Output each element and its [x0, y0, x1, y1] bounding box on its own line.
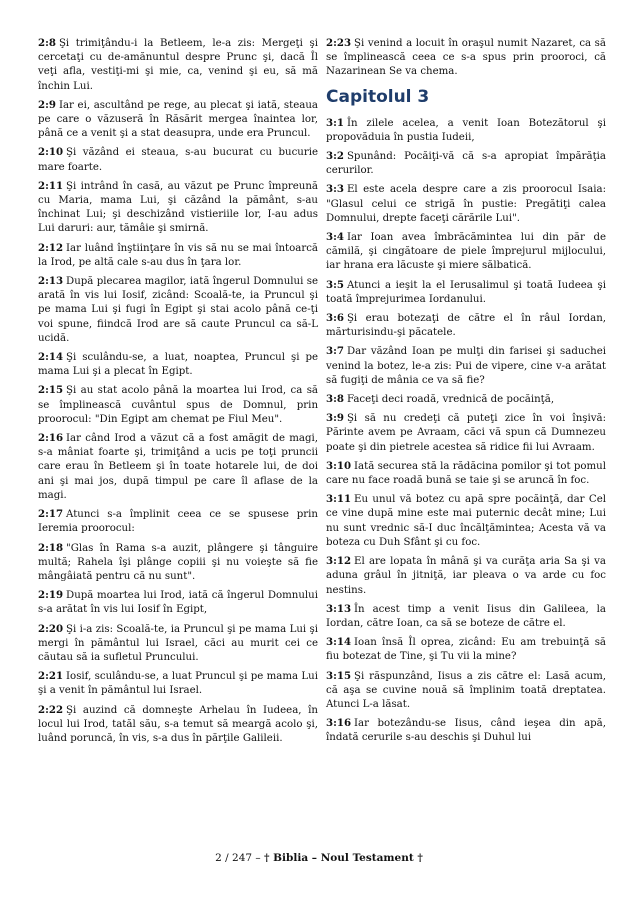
verse-text: După moartea lui Irod, iată că îngerul Domnului s-a arătat în vis lui Iosif în Egipt, — [38, 590, 318, 616]
verse — [38, 98, 318, 142]
verse-text: Şi răspunzând, Iisus a zis către el: Lasă acum, că aşa se cuvine nouă să împlinim toată dreptatea. Atunci L-a lăsat. — [326, 670, 606, 710]
verse-reference: 2:21 — [38, 670, 64, 683]
verse-reference: 2:9 — [38, 98, 56, 111]
verse — [38, 669, 318, 698]
verse-text: Iar ei, ascultând pe rege, au plecat şi iată, steaua pe care o văzuseră în Răsărit mergea înaintea lor, până ce a venit şi a stat deasupra, unde era Pruncul. — [38, 99, 318, 140]
verse-text: Şi trimiţându-i la Betleem, le-a zis: Mergeţi şi cercetaţi cu de-amănuntul despre Prunc şi, dacă Îl veţi afla, vestiţi-mi şi mie, ca, venind şi eu, să mă închin Lui. — [38, 38, 318, 92]
verse-reference: 3:7 — [326, 345, 344, 358]
verse — [38, 36, 318, 94]
verse-text: Faceţi deci roadă, vrednică de pocăinţă, — [346, 394, 555, 406]
verse-text: Şi intrând în casă, au văzut pe Prunc împreună cu Maria, mama Lui, şi căzând la pământ, s-au închinat Lui; şi deschizând vistieriile lor, I-au adus Lui daruri: aur, tămâie şi smirnă. — [38, 180, 318, 235]
verse-text: Şi văzând ei steaua, s-au bucurat cu bucurie mare foarte. — [38, 147, 318, 173]
verse — [326, 116, 606, 145]
verse-reference: 3:15 — [326, 669, 352, 682]
verse-text: Atunci a ieşit la el Ierusalimul şi toată Iudeea şi toată împrejurimea Iordanului. — [326, 279, 606, 305]
verse-reference: 2:23 — [326, 37, 352, 49]
verse-reference: 2:18 — [38, 541, 64, 554]
verse-text: După plecarea magilor, iată îngerul Domnului se arată în vis lui Iosif, zicând: Scoală-te, ia Pruncul şi pe mama Lui şi fugi în Egipt şi stai acolo până ce-ţi voi spune, fiindcă Irod are să caute Pruncul ca să-L ucidă. — [38, 276, 318, 344]
verse-text: Iar luând înştiinţare în vis să nu se mai întoarcă la Irod, pe altă cale s-au dus în ţara lor. — [38, 242, 318, 268]
verse — [38, 179, 318, 237]
verse-reference: 2:15 — [38, 384, 64, 397]
verse — [326, 411, 606, 455]
verse-text: Iar Ioan avea îmbrăcămintea lui din păr de cămilă, şi cingătoare de piele împrejurul mijlocului, iar hrana era lăcuste şi miere sălbatică. — [326, 232, 606, 272]
verse-reference: 2:14 — [38, 351, 64, 364]
verse-reference: 2:17 — [38, 508, 64, 521]
verse — [326, 182, 606, 226]
verse — [326, 344, 606, 388]
verse — [38, 507, 318, 536]
verse — [326, 716, 606, 745]
verse-text: Ioan însă Îl oprea, zicând: Eu am trebuinţă să fiu botezat de Tine, şi Tu vii la mine? — [326, 637, 606, 663]
verse-reference: 3:13 — [326, 602, 352, 615]
page-number: 2 / 247 – — [215, 852, 261, 864]
verse-reference: 2:10 — [38, 146, 64, 159]
verse-reference: 2:13 — [38, 275, 64, 288]
verse-reference: 3:16 — [326, 717, 352, 730]
verse-reference: 2:8 — [38, 37, 56, 49]
verse — [326, 149, 606, 178]
page-footer — [0, 852, 638, 864]
verse — [38, 241, 318, 270]
verse — [326, 602, 606, 631]
verse-reference: 2:12 — [38, 241, 64, 254]
verse-text: Şi au stat acolo până la moartea lui Irod, ca să se împlinească cuvântul spus de Domnul, prin proorocul: "Din Egipt am chemat pe Fiul Meu". — [38, 385, 318, 425]
verse — [326, 635, 606, 664]
verse-text: El are lopata în mână şi va curăţa aria Sa şi va aduna grâul în jitniţă, iar pleava o va arde cu foc nestins. — [326, 556, 606, 596]
chapter-heading: Capitolul 3 — [326, 86, 430, 107]
verse-reference: 3:9 — [326, 412, 344, 425]
verse-text: Şi sculându-se, a luat, noaptea, Pruncul şi pe mama Lui şi a plecat în Egipt. — [38, 352, 318, 378]
verse-text: Şi să nu credeţi că puteţi zice în voi înşivă: Părinte avem pe Avraam, căci vă spun că Dumnezeu poate şi din pietrele acestea să ridice fii lui Avraam. — [326, 413, 606, 453]
verse — [326, 554, 606, 598]
verse-reference: 3:1 — [326, 116, 344, 129]
verse-reference: 3:11 — [326, 493, 352, 506]
verse-reference: 3:12 — [326, 555, 352, 568]
verse — [326, 669, 606, 713]
verse-text: Şi auzind că domneşte Arhelau în Iudeea, în locul lui Irod, tatăl său, s-a temut să meargă acolo şi, luând poruncă, în vis, s-a dus în părţile Galileii. — [38, 704, 318, 744]
verse-text: El este acela despre care a zis proorocul Isaia: "Glasul celui ce strigă în pustie: Pregătiţi calea Domnului, drepte faceţi cărările Lui". — [326, 184, 606, 224]
verse — [38, 145, 318, 174]
verse-reference: 3:3 — [326, 183, 344, 196]
verse-text: Dar văzând Ioan pe mulţi din farisei şi saduchei venind la botez, le-a zis: Pui de vipere, cine v-a arătat să fugiţi de mânia ce va să fie? — [326, 346, 606, 386]
verse-reference: 3:6 — [326, 312, 344, 325]
verse-text: Atunci s-a împlinit ceea ce se spusese prin Ieremia proorocul: — [38, 509, 318, 535]
verse — [326, 230, 606, 274]
verse-reference: 2:20 — [38, 622, 64, 635]
verse-reference: 3:8 — [326, 393, 344, 406]
verse — [38, 541, 318, 585]
verse — [326, 492, 606, 550]
verse — [38, 350, 318, 379]
verse — [38, 588, 318, 617]
verse — [326, 278, 606, 307]
verse — [326, 36, 606, 80]
verse-text: Şi venind a locuit în oraşul numit Nazaret, ca să se împlinească ceea ce s-a spus prin prooroci, că Nazarinean Se va chema. — [326, 38, 606, 78]
verse-text: În acest timp a venit Iisus din Galileea, la Iordan, către Ioan, ca să se boteze de către el. — [326, 603, 606, 629]
verse — [38, 703, 318, 747]
verse-text: Iar botezându-se Iisus, când ieşea din apă, îndată cerurile s-au deschis şi Duhul lui — [326, 718, 606, 744]
verse-text: Iată securea stă la rădăcina pomilor şi tot pomul care nu face roadă bună se taie şi se aruncă în foc. — [326, 460, 606, 487]
verse — [38, 383, 318, 427]
verse — [326, 392, 606, 407]
verse-reference: 3:4 — [326, 231, 344, 244]
verse — [38, 431, 318, 503]
verse-reference: 3:5 — [326, 278, 344, 291]
verse-text: Eu unul vă botez cu apă spre pocăinţă, dar Cel ce vine după mine este mai puternic decât mine; Lui nu sunt vrednic să-I duc încălţămintea; Acesta vă va boteza cu Duh Sfânt şi cu foc. — [326, 494, 606, 548]
verse-reference: 3:2 — [326, 150, 344, 163]
verse-text: Iosif, sculându-se, a luat Pruncul şi pe mama Lui şi a venit în pământul lui Israel. — [38, 671, 318, 697]
verse-reference: 3:14 — [326, 636, 352, 649]
verse — [326, 459, 606, 488]
verse-text: În zilele acelea, a venit Ioan Botezătorul şi propovăduia în pustia Iudeii, — [326, 117, 606, 143]
verse-text: Şi i-a zis: Scoală-te, ia Pruncul şi pe mama Lui şi mergi în pământul lui Israel, căci au murit cei ce căutau să ia sufletul Pruncului. — [38, 623, 318, 663]
book-title: † Biblia – Noul Testament † — [264, 852, 423, 864]
verse-reference: 2:22 — [38, 703, 64, 716]
verse-text: Iar când Irod a văzut că a fost amăgit de magi, s-a mâniat foarte şi, trimiţând a ucis pe toţi pruncii care erau în Betleem şi în toate hotarele lui, de doi ani şi mai jos, după timpul pe care îl aflase de la magi. — [38, 433, 318, 501]
verse-text: "Glas în Rama s-a auzit, plângere şi tânguire multă; Rahela îşi plânge copiii şi nu voieşte să fie mângâiată pentru că nu sunt". — [38, 542, 318, 582]
verse — [326, 311, 606, 340]
left-column — [38, 36, 318, 750]
right-column — [326, 36, 606, 750]
verse-reference: 2:16 — [38, 432, 64, 445]
verse-reference: 3:10 — [326, 459, 352, 472]
verse — [38, 622, 318, 666]
verse-text: Spunând: Pocăiţi-vă că s-a apropiat împărăţia cerurilor. — [326, 151, 606, 177]
verse-text: Şi erau botezaţi de către el în râul Iordan, mărturisindu-şi păcatele. — [326, 313, 606, 339]
verse-reference: 2:19 — [38, 589, 64, 602]
verse-reference: 2:11 — [38, 179, 64, 192]
verse — [38, 274, 318, 346]
